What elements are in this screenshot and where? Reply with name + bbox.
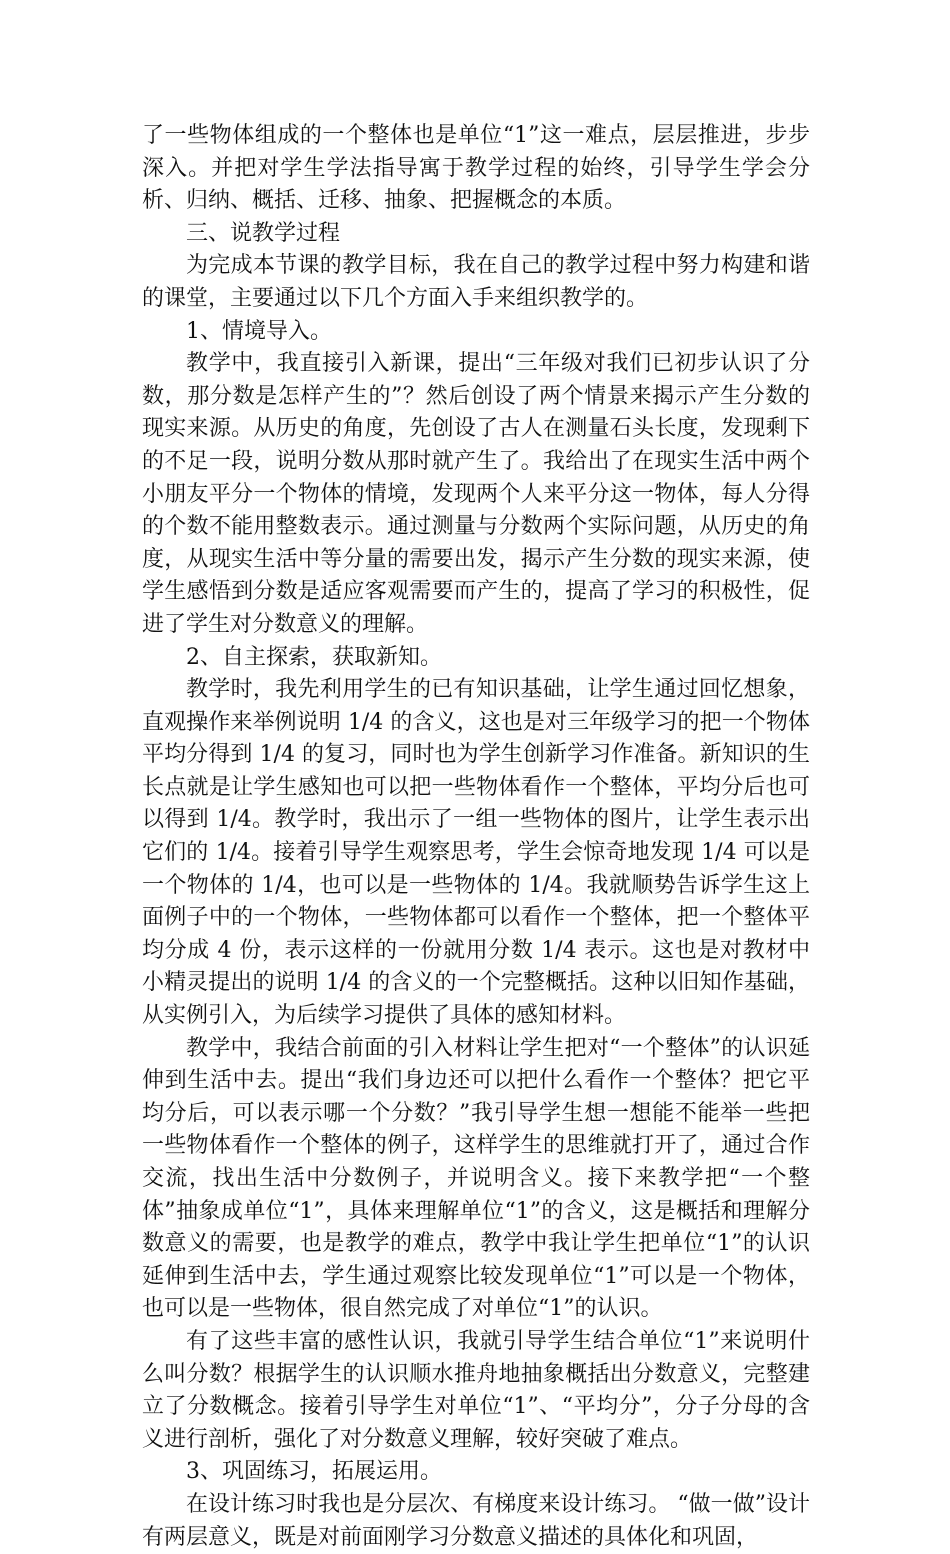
subheading-situation-intro: 1、情境导入。 — [186, 318, 332, 344]
paragraph-5: 教学中，我直接引入新课，提出“三年级对我们已初步认识了分数，那分数是怎样产生的”？然后创设了两个情景来揭示产生分数的现实来源。从历史的角度，先创设了古人在测量石头长度，发现剩下的不足一段，说明分数从那时就产生了。我给出了在现实生活中两个小朋友平分一个物体的情境，发现两个人来平分这一物体，每人分得的个数不能用整数表示。通过测量与分数两个实际问题，从历史的角度，从现实生活中等分量的需要出发，揭示产生分数的现实来源，使学生感悟到分数是适应客观需要而产生的，提高了学习的积极性，促进了学生对分数意义的理解。 — [142, 351, 810, 637]
paragraph-7: 教学时，我先利用学生的已有知识基础，让学生通过回忆想象，直观操作来举例说明 1/4 的含义，这也是对三年级学习的把一个物体平均分得到 1/4 的复习，同时也为学生创新学习作准备。新知识的生长点就是让学生感知也可以把一些物体看作一个整体，平均分后也可以得到 1/4。教学时，我出示了一组一些物体的图片，让学生表示出它们的 1/4。接着引导学生观察思考，学生会惊奇地发现 1/4 可以是一个物体的 1/4，也可以是一些物体的 1/4。我就顺势告诉学生这上面例子中的一个物体，一些物体都可以看作一个整体，把一个整体平均分成 4 份，表示这样的一份就用分数 1/4 表示。这也是对教材中小精灵提出的说明 1/4 的含义的一个完整概括。这种以旧知作基础，从实例引入，为后续学习提供了具体的感知材料。 — [142, 677, 810, 1029]
subheading-self-exploration: 2、自主探索，获取新知。 — [186, 644, 442, 670]
paragraph-9: 有了这些丰富的感性认识，我就引导学生结合单位“1”来说明什么叫分数？根据学生的认识顺水推舟地抽象概括出分数意义，完整建立了分数概念。接着引导学生对单位“1”、“平均分”，分子分母的含义进行剖析，强化了对分数意义理解，较好突破了难点。 — [142, 1328, 810, 1452]
section-heading-teaching-process: 三、说教学过程 — [186, 220, 341, 246]
document-body — [142, 120, 810, 1554]
paragraph-1: 了一些物体组成的一个整体也是单位“1”这一难点，层层推进，步步深入。并把对学生学法指导寓于教学过程的始终，引导学生学会分析、归纳、概括、迁移、抽象、把握概念的本质。 — [142, 123, 810, 214]
paragraph-3: 为完成本节课的教学目标，我在自己的教学过程中努力构建和谐的课堂，主要通过以下几个方面入手来组织教学的。 — [142, 253, 810, 311]
subheading-practice: 3、巩固练习，拓展运用。 — [186, 1459, 442, 1485]
paragraph-11: 在设计练习时我也是分层次、有梯度来设计练习。 “做一做”设计有两层意义，既是对前面刚学习分数意义描述的具体化和巩固， — [142, 1491, 810, 1550]
paragraph-8: 教学中，我结合前面的引入材料让学生把对“一个整体”的认识延伸到生活中去。提出“我们身边还可以把什么看作一个整体？把它平均分后，可以表示哪一个分数？”我引导学生想一想能不能举一些把一些物体看作一个整体的例子，这样学生的思维就打开了，通过合作交流，找出生活中分数例子，并说明含义。接下来教学把“一个整体”抽象成单位“1”，具体来理解单位“1”的含义，这是概括和理解分数意义的需要，也是教学的难点，教学中我让学生把单位“1”的认识延伸到生活中去，学生通过观察比较发现单位“1”可以是一个物体，也可以是一些物体，很自然完成了对单位“1”的认识。 — [142, 1035, 810, 1322]
